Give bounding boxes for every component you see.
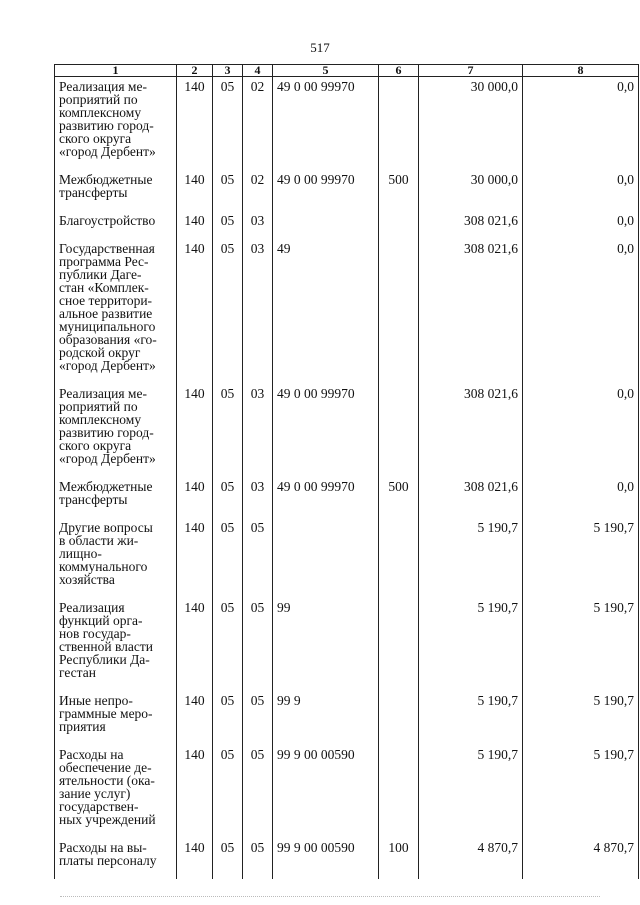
row-target-article-cell [273,518,379,598]
row-code-cell: 140 [177,598,213,691]
row-amount-cell: 30 000,0 [419,170,523,211]
row-code-cell: 140 [177,239,213,384]
header-cell: 2 [177,65,213,77]
row-name-cell: Реализация ме- роприятий по комплексному развитию город- ского округа «город Дербент» [55,384,177,477]
row-target-article-cell: 99 9 00 00590 [273,838,379,879]
row-amount-second-cell: 0,0 [523,170,639,211]
row-expense-type-cell [379,691,419,745]
row-section-cell: 05 [213,211,243,239]
header-cell: 6 [379,65,419,77]
row-amount-second-cell: 0,0 [523,211,639,239]
row-name-cell: Благоустройство [55,211,177,239]
header-row [55,65,639,77]
row-amount-cell: 308 021,6 [419,384,523,477]
row-code-cell: 140 [177,838,213,879]
row-code-cell: 140 [177,518,213,598]
row-section-cell: 05 [213,598,243,691]
row-expense-type-cell [379,384,419,477]
table-body [55,77,639,880]
row-amount-cell: 5 190,7 [419,745,523,838]
row-target-article-cell: 99 [273,598,379,691]
row-section-cell: 05 [213,477,243,518]
budget-table [54,64,639,879]
row-subsection-cell: 05 [243,598,273,691]
row-amount-cell: 5 190,7 [419,691,523,745]
row-expense-type-cell [379,518,419,598]
row-target-article-cell: 49 0 00 99970 [273,477,379,518]
row-code-cell: 140 [177,745,213,838]
row-target-article-cell [273,211,379,239]
row-amount-cell: 308 021,6 [419,239,523,384]
page-bottom-artifact [60,896,600,897]
row-expense-type-cell: 500 [379,170,419,211]
row-code-cell: 140 [177,691,213,745]
row-subsection-cell: 05 [243,838,273,879]
row-name-cell: Государственная программа Рес- публики Даге- стан «Комплек- сное территори- альное развитие муниципального образования «го- родской округ «город Дербент» [55,239,177,384]
row-amount-second-cell: 5 190,7 [523,745,639,838]
header-cell: 5 [273,65,379,77]
row-name-cell: Другие вопросы в области жи- лищно- коммунального хозяйства [55,518,177,598]
row-section-cell: 05 [213,384,243,477]
row-amount-cell: 5 190,7 [419,518,523,598]
row-amount-second-cell: 5 190,7 [523,518,639,598]
row-target-article-cell: 49 [273,239,379,384]
table-row [55,211,639,239]
row-target-article-cell: 49 0 00 99970 [273,77,379,171]
row-amount-cell: 30 000,0 [419,77,523,171]
row-subsection-cell: 05 [243,745,273,838]
row-expense-type-cell [379,77,419,171]
table-row [55,77,639,171]
row-section-cell: 05 [213,745,243,838]
row-section-cell: 05 [213,518,243,598]
row-expense-type-cell [379,598,419,691]
row-amount-second-cell: 0,0 [523,384,639,477]
row-section-cell: 05 [213,838,243,879]
row-name-cell: Межбюджетные трансферты [55,170,177,211]
row-target-article-cell: 49 0 00 99970 [273,384,379,477]
row-name-cell: Расходы на обеспечение де- ятельности (ока- зание услуг) государствен- ных учреждений [55,745,177,838]
row-amount-cell: 308 021,6 [419,477,523,518]
row-amount-second-cell: 0,0 [523,77,639,171]
row-target-article-cell: 99 9 00 00590 [273,745,379,838]
row-expense-type-cell [379,211,419,239]
header-cell: 7 [419,65,523,77]
row-code-cell: 140 [177,77,213,171]
header-cell: 8 [523,65,639,77]
row-subsection-cell: 05 [243,518,273,598]
row-name-cell: Межбюджетные трансферты [55,477,177,518]
row-amount-second-cell: 5 190,7 [523,691,639,745]
row-section-cell: 05 [213,691,243,745]
header-cell: 4 [243,65,273,77]
row-subsection-cell: 03 [243,384,273,477]
row-subsection-cell: 05 [243,691,273,745]
row-amount-cell: 308 021,6 [419,211,523,239]
table-row [55,239,639,384]
table-row [55,477,639,518]
row-section-cell: 05 [213,170,243,211]
row-name-cell: Расходы на вы- платы персоналу [55,838,177,879]
row-amount-second-cell: 4 870,7 [523,838,639,879]
page-number: 517 [310,40,330,55]
row-code-cell: 140 [177,211,213,239]
header-cell: 1 [55,65,177,77]
row-section-cell: 05 [213,77,243,171]
table-row [55,745,639,838]
table-row [55,170,639,211]
row-subsection-cell: 03 [243,477,273,518]
row-amount-cell: 4 870,7 [419,838,523,879]
row-subsection-cell: 02 [243,170,273,211]
row-code-cell: 140 [177,170,213,211]
row-name-cell: Иные непро- граммные меро- приятия [55,691,177,745]
row-expense-type-cell: 100 [379,838,419,879]
table-row [55,598,639,691]
table-row [55,384,639,477]
row-target-article-cell: 49 0 00 99970 [273,170,379,211]
row-code-cell: 140 [177,384,213,477]
row-name-cell: Реализация ме- роприятий по комплексному развитию город- ского округа «город Дербент» [55,77,177,171]
row-expense-type-cell: 500 [379,477,419,518]
row-section-cell: 05 [213,239,243,384]
row-code-cell: 140 [177,477,213,518]
row-name-cell: Реализация функций орга- нов государ- ственной власти Республики Да- гестан [55,598,177,691]
row-subsection-cell: 03 [243,239,273,384]
row-amount-cell: 5 190,7 [419,598,523,691]
row-expense-type-cell [379,745,419,838]
row-amount-second-cell: 0,0 [523,477,639,518]
row-subsection-cell: 02 [243,77,273,171]
table-row [55,691,639,745]
table-row [55,518,639,598]
row-amount-second-cell: 5 190,7 [523,598,639,691]
header-cell: 3 [213,65,243,77]
row-expense-type-cell [379,239,419,384]
row-target-article-cell: 99 9 [273,691,379,745]
row-amount-second-cell: 0,0 [523,239,639,384]
table-row [55,838,639,879]
row-subsection-cell: 03 [243,211,273,239]
